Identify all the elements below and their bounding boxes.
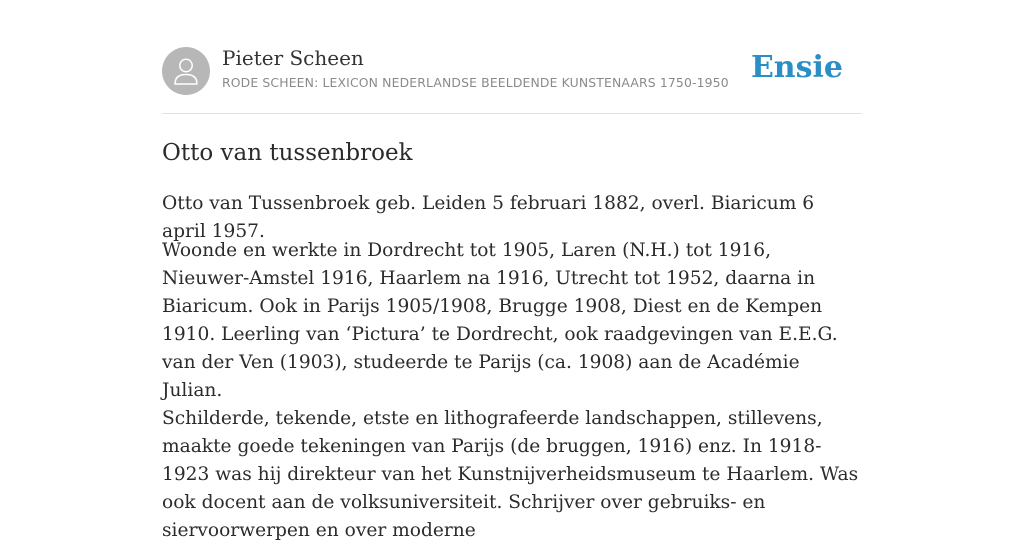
user-icon [172,56,200,86]
article-paragraph: Otto van Tussenbroek geb. Leiden 5 februari 1882, overl. Biaricum 6 april 1957. [162,193,815,242]
article-paragraph: Woonde en werkte in Dordrecht tot 1905, Laren (N.H.) tot 1916, Nieuwer-Amstel 1916, Haarlem na 1916, Utrecht tot 1952, daarna in Biaricum. Ook in Parijs 1905/1908, Brugge 1908, Diest en de Kempen 1910. Leerling van ‘Pictura’ te Dordrecht, ook raadgevingen van E.E.G. van der Ven (1903), studeerde te Parijs (ca. 1908) aan de Académie Julian. [162,240,838,401]
author-avatar[interactable] [162,47,210,95]
ensie-logo[interactable]: Ensie [750,50,843,85]
article-title: Otto van tussenbroek [162,140,413,166]
article-paragraph: Schilderde, tekende, etste en lithografeerde landschappen, stillevens, maakte goede tekeningen van Parijs (de bruggen, 1916) enz. In 1918-1923 was hij direkteur van het Kunstnijverheidsmuseum te Haarlem. Was ook docent aan de volksuniversiteit. Schrijver over gebruiks- en siervoorwerpen en over moderne [162,408,859,541]
author-name[interactable]: Pieter Scheen [222,46,364,70]
page-container [162,0,862,541]
author-header [162,0,862,114]
source-title[interactable]: RODE SCHEEN: LEXICON NEDERLANDSE BEELDENDE KUNSTENAARS 1750-1950 [222,75,729,90]
